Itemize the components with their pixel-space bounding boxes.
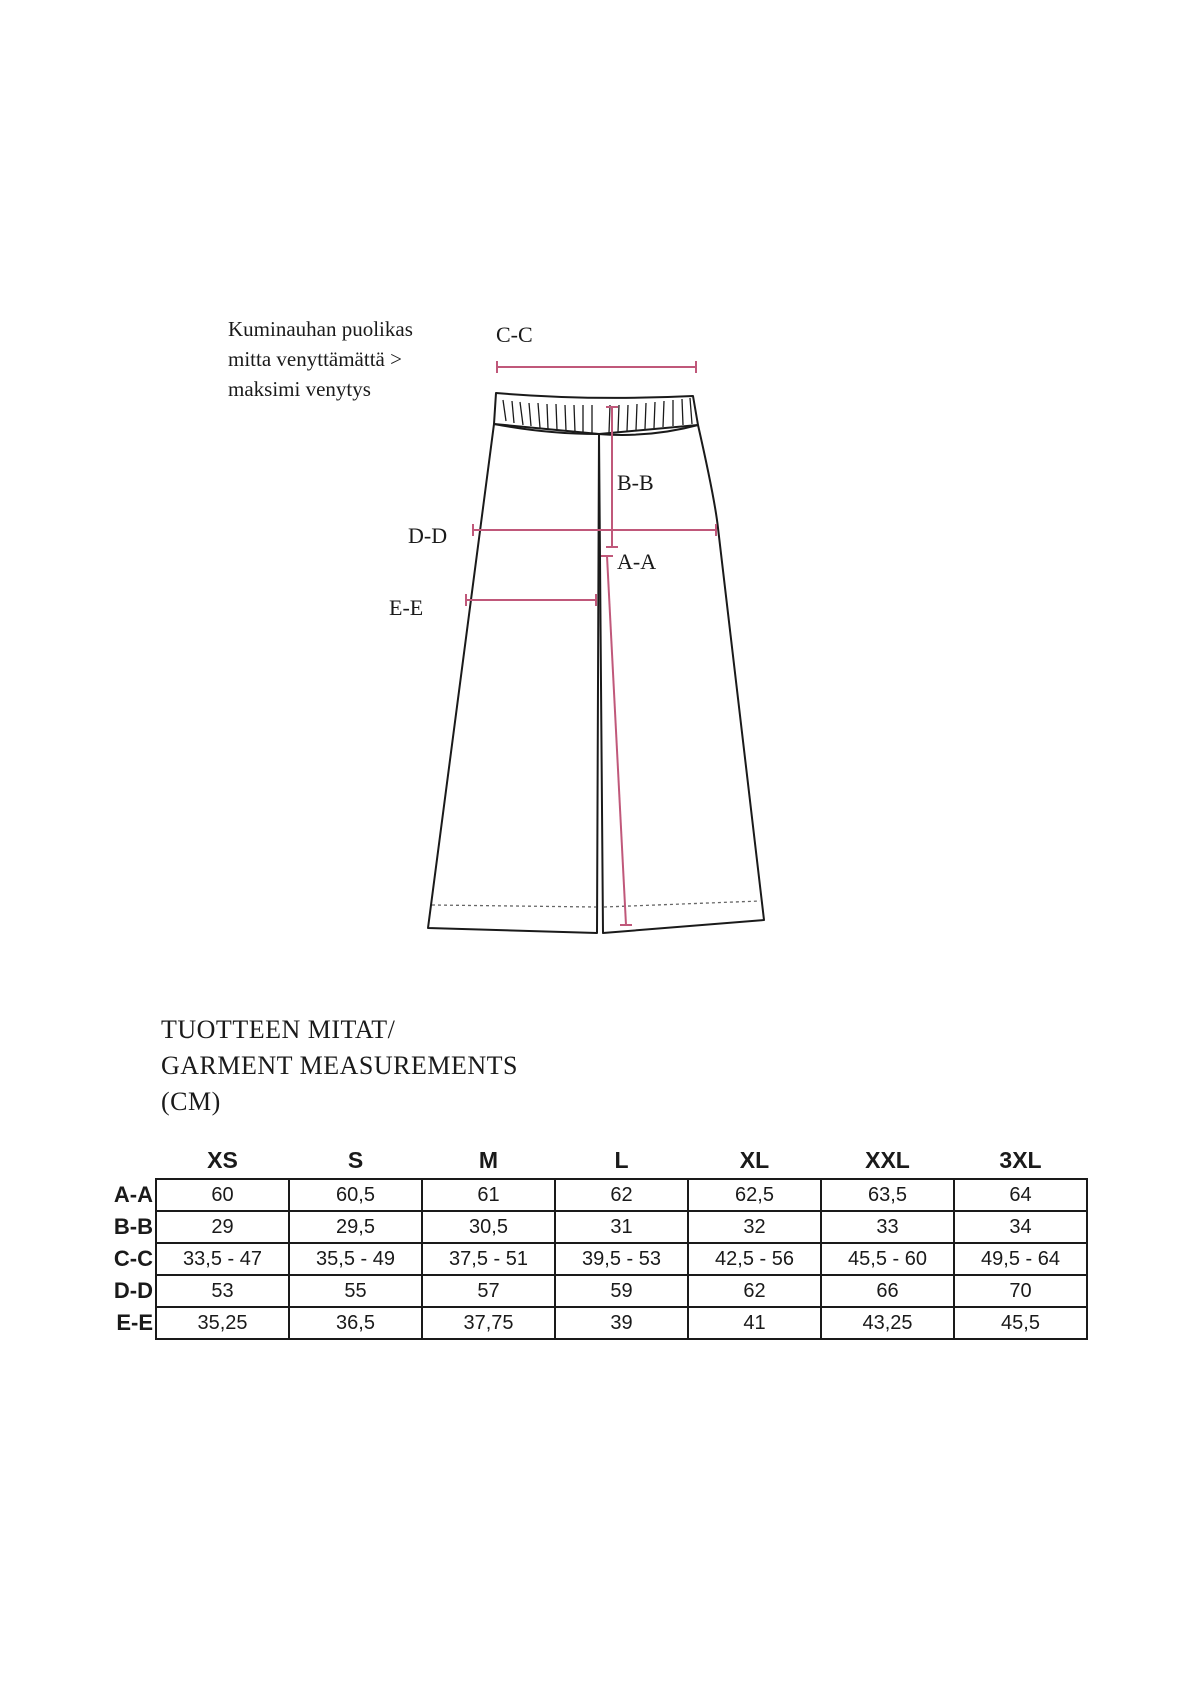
table-cell: 61 xyxy=(422,1179,555,1211)
elastic-note-line-1: Kuminauhan puolikas xyxy=(228,317,413,341)
measurements-table xyxy=(101,1142,1088,1340)
table-cell: 37,75 xyxy=(422,1307,555,1339)
label-cc: C-C xyxy=(496,322,533,347)
measure-aa xyxy=(601,556,632,925)
size-header: 3XL xyxy=(999,1146,1042,1173)
table-cell: 41 xyxy=(688,1307,821,1339)
table-row xyxy=(101,1211,1087,1243)
label-dd: D-D xyxy=(408,523,448,548)
label-aa: A-A xyxy=(617,549,657,574)
table-cell: 60 xyxy=(156,1179,289,1211)
row-label: C-C xyxy=(113,1246,153,1271)
table-cell: 39,5 - 53 xyxy=(555,1243,688,1275)
right-leg xyxy=(599,425,764,933)
table-cell: 62 xyxy=(555,1179,688,1211)
left-leg xyxy=(428,424,599,933)
row-label: E-E xyxy=(116,1310,153,1335)
elastic-note-line-2: mitta venyttämättä > xyxy=(228,347,402,371)
measurements-heading xyxy=(161,1012,518,1120)
table-cell: 59 xyxy=(555,1275,688,1307)
hem-stitching xyxy=(432,901,760,907)
table-cell: 64 xyxy=(954,1179,1087,1211)
row-label: D-D xyxy=(113,1278,153,1303)
table-cell: 63,5 xyxy=(821,1179,954,1211)
size-header: XXL xyxy=(865,1146,910,1173)
measure-ee xyxy=(466,594,596,606)
table-cell: 29 xyxy=(156,1211,289,1243)
table-cell: 36,5 xyxy=(289,1307,422,1339)
size-header: XL xyxy=(739,1146,770,1173)
table-cell: 32 xyxy=(688,1211,821,1243)
table-cell: 42,5 - 56 xyxy=(688,1243,821,1275)
table-cell: 30,5 xyxy=(422,1211,555,1243)
table-cell: 62,5 xyxy=(688,1179,821,1211)
table-cell: 70 xyxy=(954,1275,1087,1307)
table-cell: 35,25 xyxy=(156,1307,289,1339)
table-cell: 55 xyxy=(289,1275,422,1307)
table-cell: 49,5 - 64 xyxy=(954,1243,1087,1275)
table-cell: 31 xyxy=(555,1211,688,1243)
table-cell: 60,5 xyxy=(289,1179,422,1211)
table-cell: 57 xyxy=(422,1275,555,1307)
heading-line-3: (CM) xyxy=(161,1087,221,1116)
label-ee: E-E xyxy=(389,595,424,620)
size-header: S xyxy=(347,1146,364,1173)
table-cell: 33 xyxy=(821,1211,954,1243)
table-cell: 34 xyxy=(954,1211,1087,1243)
elastic-note-line-3: maksimi venytys xyxy=(228,377,371,401)
table-cell: 43,25 xyxy=(821,1307,954,1339)
size-header: XS xyxy=(207,1146,238,1173)
measure-cc xyxy=(497,361,696,373)
table-cell: 29,5 xyxy=(289,1211,422,1243)
measurement-lines xyxy=(466,361,716,925)
table-row xyxy=(101,1275,1087,1307)
table-cell: 66 xyxy=(821,1275,954,1307)
heading-line-2: GARMENT MEASUREMENTS xyxy=(161,1051,518,1080)
table-cell: 33,5 - 47 xyxy=(156,1243,289,1275)
table-cell: 53 xyxy=(156,1275,289,1307)
label-bb: B-B xyxy=(617,470,654,495)
table-row xyxy=(101,1307,1087,1339)
table-cell: 45,5 xyxy=(954,1307,1087,1339)
table-row xyxy=(101,1243,1087,1275)
table-cell: 35,5 - 49 xyxy=(289,1243,422,1275)
table-cell: 62 xyxy=(688,1275,821,1307)
trousers-outline xyxy=(428,393,764,933)
table-corner xyxy=(101,1142,156,1179)
heading-line-1: TUOTTEEN MITAT/ xyxy=(161,1015,396,1044)
table-cell: 37,5 - 51 xyxy=(422,1243,555,1275)
size-header: M xyxy=(478,1146,499,1173)
row-label: A-A xyxy=(113,1182,153,1207)
table-row xyxy=(101,1179,1087,1211)
measure-dd xyxy=(473,524,716,536)
table-cell: 45,5 - 60 xyxy=(821,1243,954,1275)
size-header-row xyxy=(101,1142,1087,1179)
row-label: B-B xyxy=(113,1214,153,1239)
table-cell: 39 xyxy=(555,1307,688,1339)
size-header: L xyxy=(614,1146,629,1173)
